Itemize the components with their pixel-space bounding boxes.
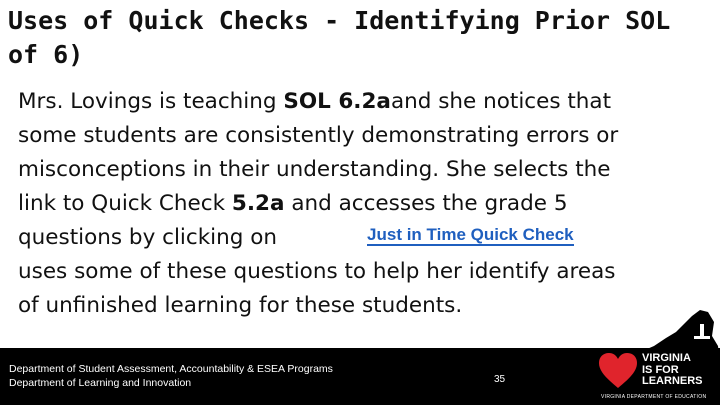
logo-line-3: LEARNERS: [642, 375, 703, 387]
body-paragraph: [18, 85, 718, 323]
just-in-time-quick-check-link[interactable]: Just in Time Quick Check: [367, 225, 574, 244]
footer-line-1: Department of Student Assessment, Accountability & ESEA Programs: [9, 363, 333, 375]
body-text-segment: Mrs. Lovings is teaching: [18, 89, 284, 114]
logo-line-2: IS FOR: [642, 363, 679, 376]
sol-bold-text: SOL 6.2a: [283, 89, 391, 114]
body-text-segment: and accesses the grade 5: [284, 191, 568, 216]
body-text-segment: questions by clicking on: [18, 225, 278, 250]
body-row-3: misconceptions in their understanding. She selects the: [18, 157, 611, 182]
slide-title-line-1: Uses of Quick Checks - Identifying Prior SOL: [8, 6, 671, 35]
body-row-6: uses some of these questions to help her identify areas: [18, 259, 616, 284]
quick-check-bold-text: 5.2a: [231, 191, 285, 216]
body-row-7: of unfinished learning for these students.: [18, 293, 463, 318]
body-row-5: [18, 221, 718, 255]
heart-logo-icon: [598, 352, 638, 390]
logo-line-1: VIRGINIA: [642, 352, 691, 364]
body-text-segment: link to Quick Check: [18, 191, 232, 216]
page-number: 35: [494, 374, 506, 385]
slide-title: [8, 4, 720, 72]
body-row-2: some students are consistently demonstrating errors or: [18, 123, 619, 148]
body-text-segment: and she notices that: [390, 89, 612, 114]
footer-line-2: Department of Learning and Innovation: [9, 377, 192, 389]
body-row-4: [18, 187, 718, 221]
body-row-1: [18, 85, 718, 119]
footer-department-text: [9, 362, 333, 390]
slide-title-line-2: of 6): [8, 40, 84, 69]
logo-subtitle: VIRGINIA DEPARTMENT OF EDUCATION: [601, 394, 707, 400]
virginia-is-for-learners-logo: [642, 353, 703, 388]
